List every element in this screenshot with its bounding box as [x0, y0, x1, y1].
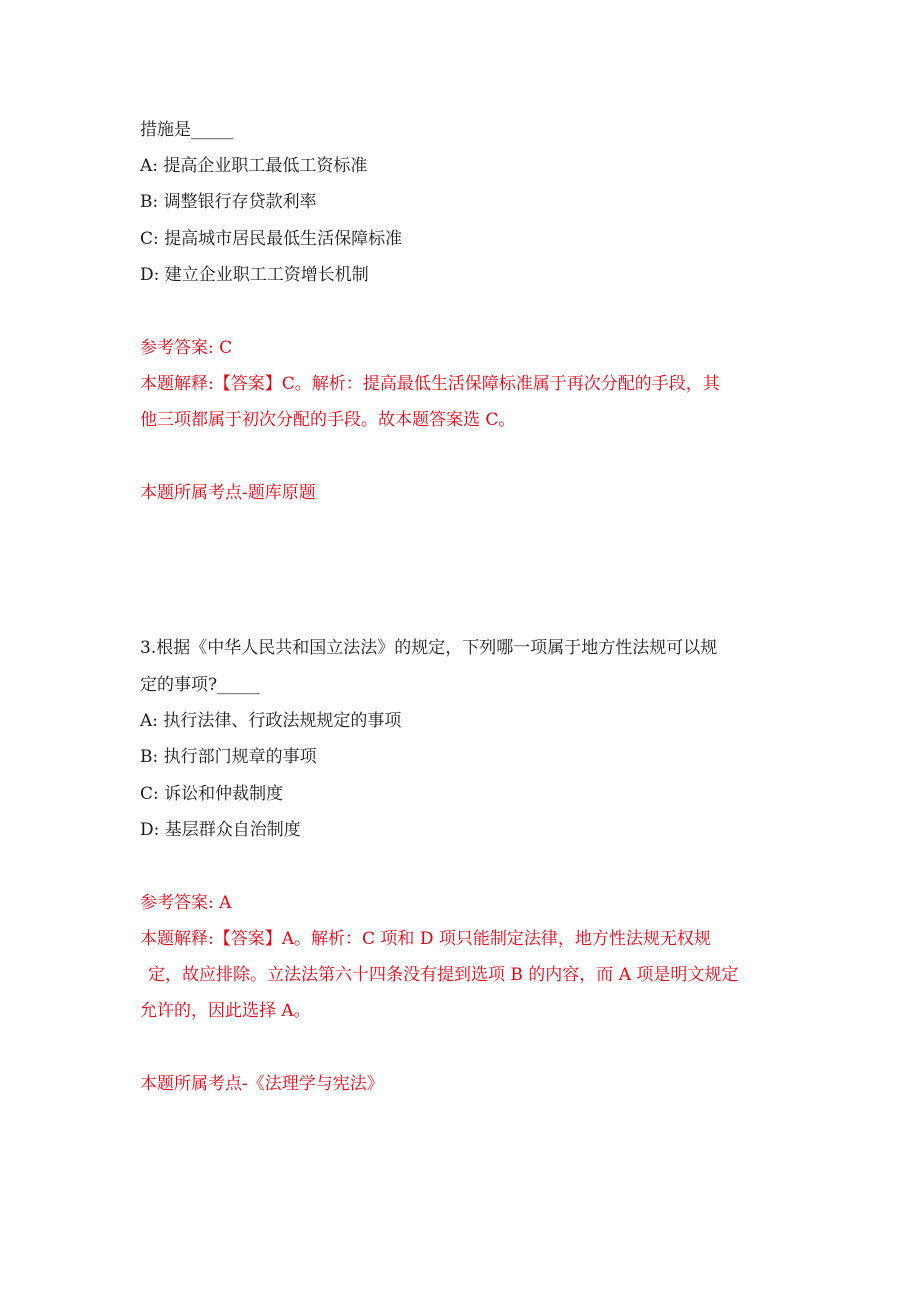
q2-option-a: A: 提高企业职工最低工资标准	[140, 156, 368, 176]
q3-topic: 本题所属考点-《法理学与宪法》	[140, 1074, 384, 1094]
q2-explanation-line-1: 本题解释:【答案】C。解析：提高最低生活保障标准属于再次分配的手段，其	[140, 374, 720, 394]
q2-topic: 本题所属考点-题库原题	[140, 483, 316, 503]
q3-explanation-line-1: 本题解释:【答案】A。解析：C 项和 D 项只能制定法律，地方性法规无权规	[140, 929, 711, 949]
q3-option-a: A: 执行法律、行政法规规定的事项	[140, 711, 402, 731]
q3-explanation-line-2: 定，故应排除。立法法第六十四条没有提到选项 B 的内容，而 A 项是明文规定	[148, 965, 739, 985]
q3-option-c: C: 诉讼和仲裁制度	[140, 784, 284, 804]
q2-option-c: C: 提高城市居民最低生活保障标准	[140, 229, 403, 249]
q2-explanation-line-2: 他三项都属于初次分配的手段。故本题答案选 C。	[140, 410, 516, 430]
q3-stem-line-2: 定的事项?_____	[140, 675, 260, 695]
q2-answer: 参考答案: C	[140, 338, 233, 358]
q3-option-b: B: 执行部门规章的事项	[140, 747, 317, 767]
q3-option-d: D: 基层群众自治制度	[140, 820, 301, 840]
q3-answer: 参考答案: A	[140, 893, 232, 913]
q2-option-b: B: 调整银行存贷款利率	[140, 192, 317, 212]
q2-stem-tail: 措施是_____	[140, 120, 234, 140]
q3-explanation-line-3: 允许的，因此选择 A。	[140, 1001, 311, 1021]
q2-option-d: D: 建立企业职工工资增长机制	[140, 265, 369, 285]
q3-stem-line-1: 3.根据《中华人民共和国立法法》的规定，下列哪一项属于地方性法规可以规	[140, 638, 718, 658]
